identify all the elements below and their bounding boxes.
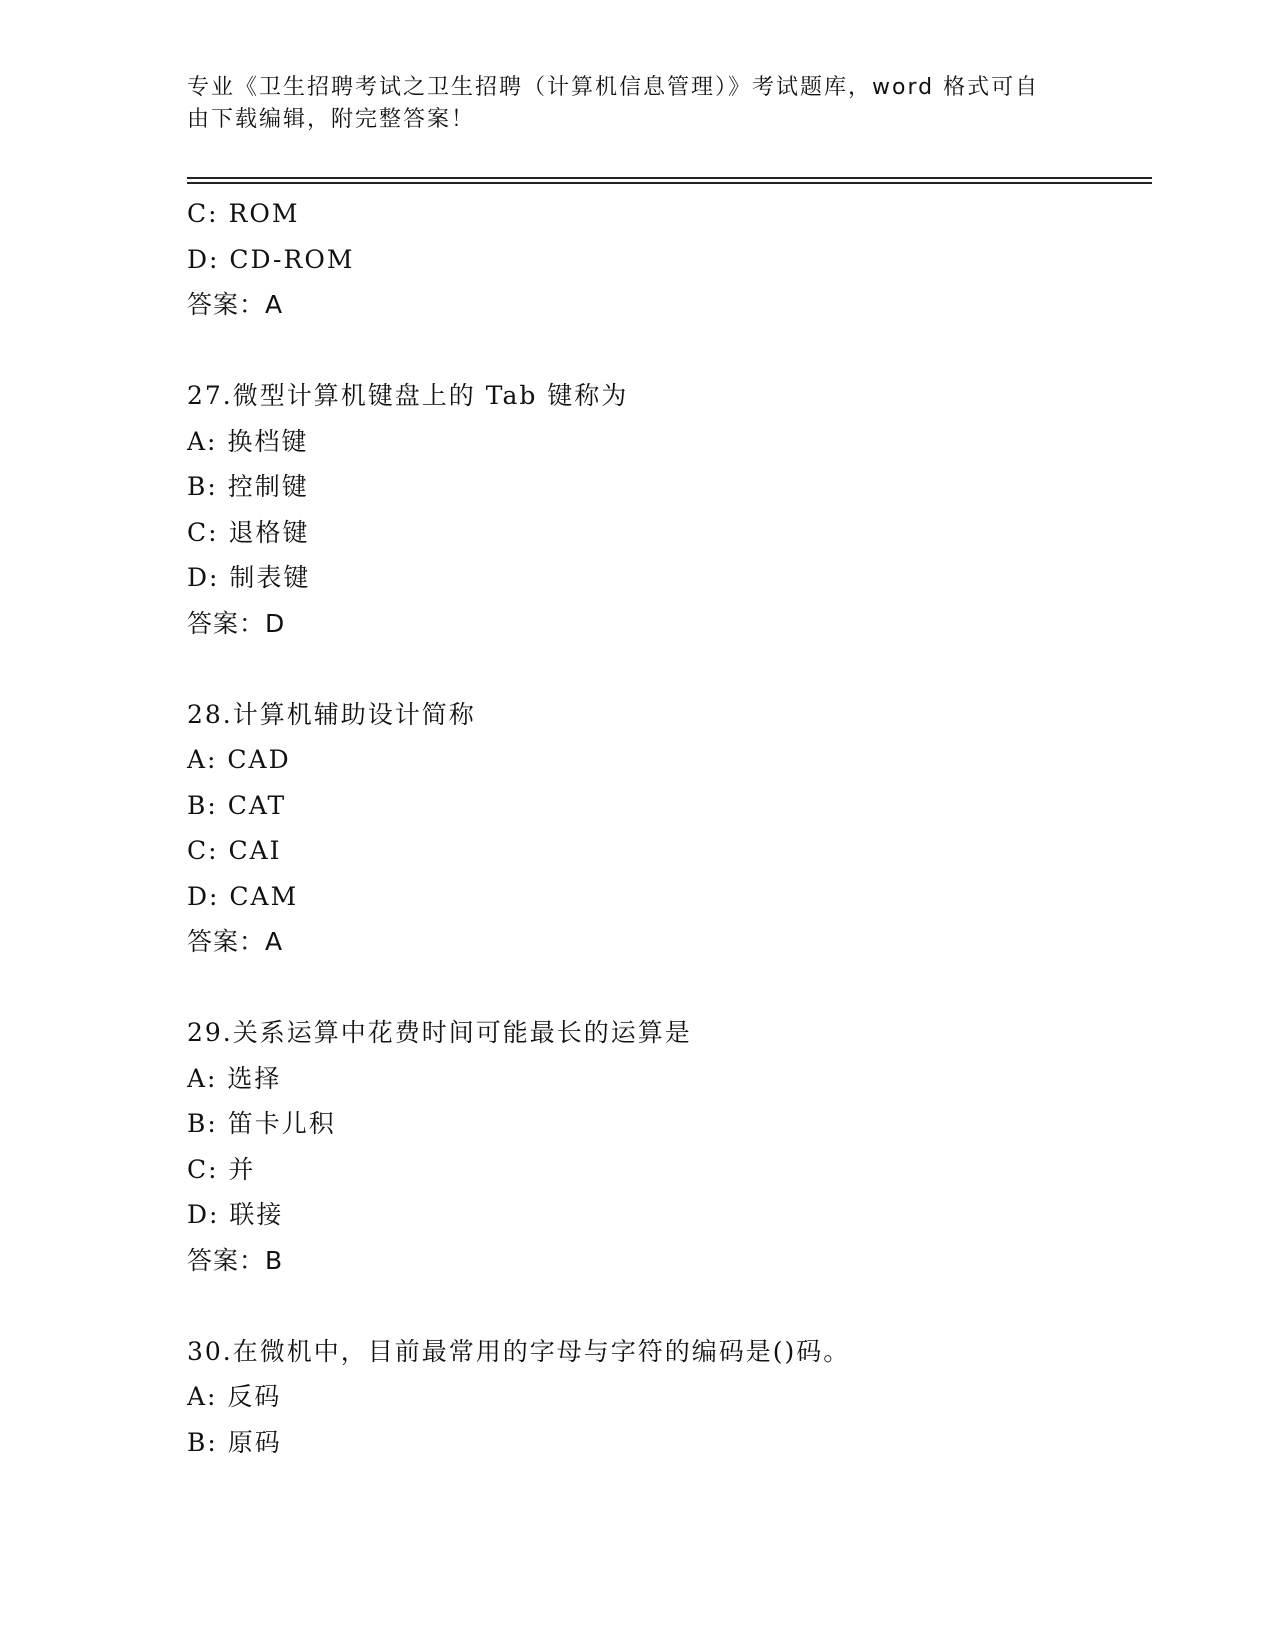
option-a: A: 选择 bbox=[187, 1063, 282, 1093]
option-b: B: 笛卡儿积 bbox=[187, 1109, 336, 1138]
option-a: A: 反码 bbox=[187, 1382, 282, 1411]
header-divider-top bbox=[187, 177, 1152, 179]
option-d: D: CAM bbox=[187, 881, 299, 911]
document-header bbox=[187, 72, 1067, 136]
question-block-30 bbox=[187, 1329, 1152, 1466]
answer-line: 答案：A bbox=[187, 927, 284, 956]
header-line-2: 由下载编辑，附完整答案！ bbox=[187, 107, 476, 132]
option-c: C: 退格键 bbox=[187, 517, 310, 547]
option-c: C: CAI bbox=[187, 836, 282, 865]
question-list bbox=[187, 191, 1152, 1465]
question-block-29 bbox=[187, 1010, 1152, 1283]
spacer bbox=[187, 1283, 1152, 1329]
option-b: B: CAT bbox=[187, 790, 287, 820]
question-block-28 bbox=[187, 692, 1152, 965]
option-d: D: 制表键 bbox=[187, 563, 311, 592]
header-line-1: 专业《卫生招聘考试之卫生招聘（计算机信息管理）》考试题库，word 格式可自 bbox=[187, 75, 1040, 100]
question-block-prev bbox=[187, 191, 1152, 328]
option-c: C: ROM bbox=[187, 199, 300, 228]
question-text: 27.微型计算机键盘上的 Tab 键称为 bbox=[187, 381, 629, 410]
option-a: A: 换档键 bbox=[187, 426, 309, 456]
answer-line: 答案：B bbox=[187, 1245, 284, 1275]
question-text: 29.关系运算中花费时间可能最长的运算是 bbox=[187, 1018, 692, 1047]
answer-line: 答案：A bbox=[187, 290, 284, 319]
option-a: A: CAD bbox=[187, 745, 291, 774]
option-d: D: 联接 bbox=[187, 1200, 284, 1229]
answer-line: 答案：D bbox=[187, 608, 286, 638]
option-c: C: 并 bbox=[187, 1154, 256, 1184]
spacer bbox=[187, 965, 1152, 1011]
question-text: 30.在微机中，目前最常用的字母与字符的编码是()码。 bbox=[187, 1336, 851, 1366]
option-b: B: 控制键 bbox=[187, 472, 309, 501]
spacer bbox=[187, 328, 1152, 374]
option-d: D: CD-ROM bbox=[187, 244, 355, 274]
header-divider-bottom bbox=[187, 182, 1152, 184]
question-text: 28.计算机辅助设计简称 bbox=[187, 699, 476, 729]
option-b: B: 原码 bbox=[187, 1427, 282, 1457]
spacer bbox=[187, 646, 1152, 692]
question-block-27 bbox=[187, 373, 1152, 646]
